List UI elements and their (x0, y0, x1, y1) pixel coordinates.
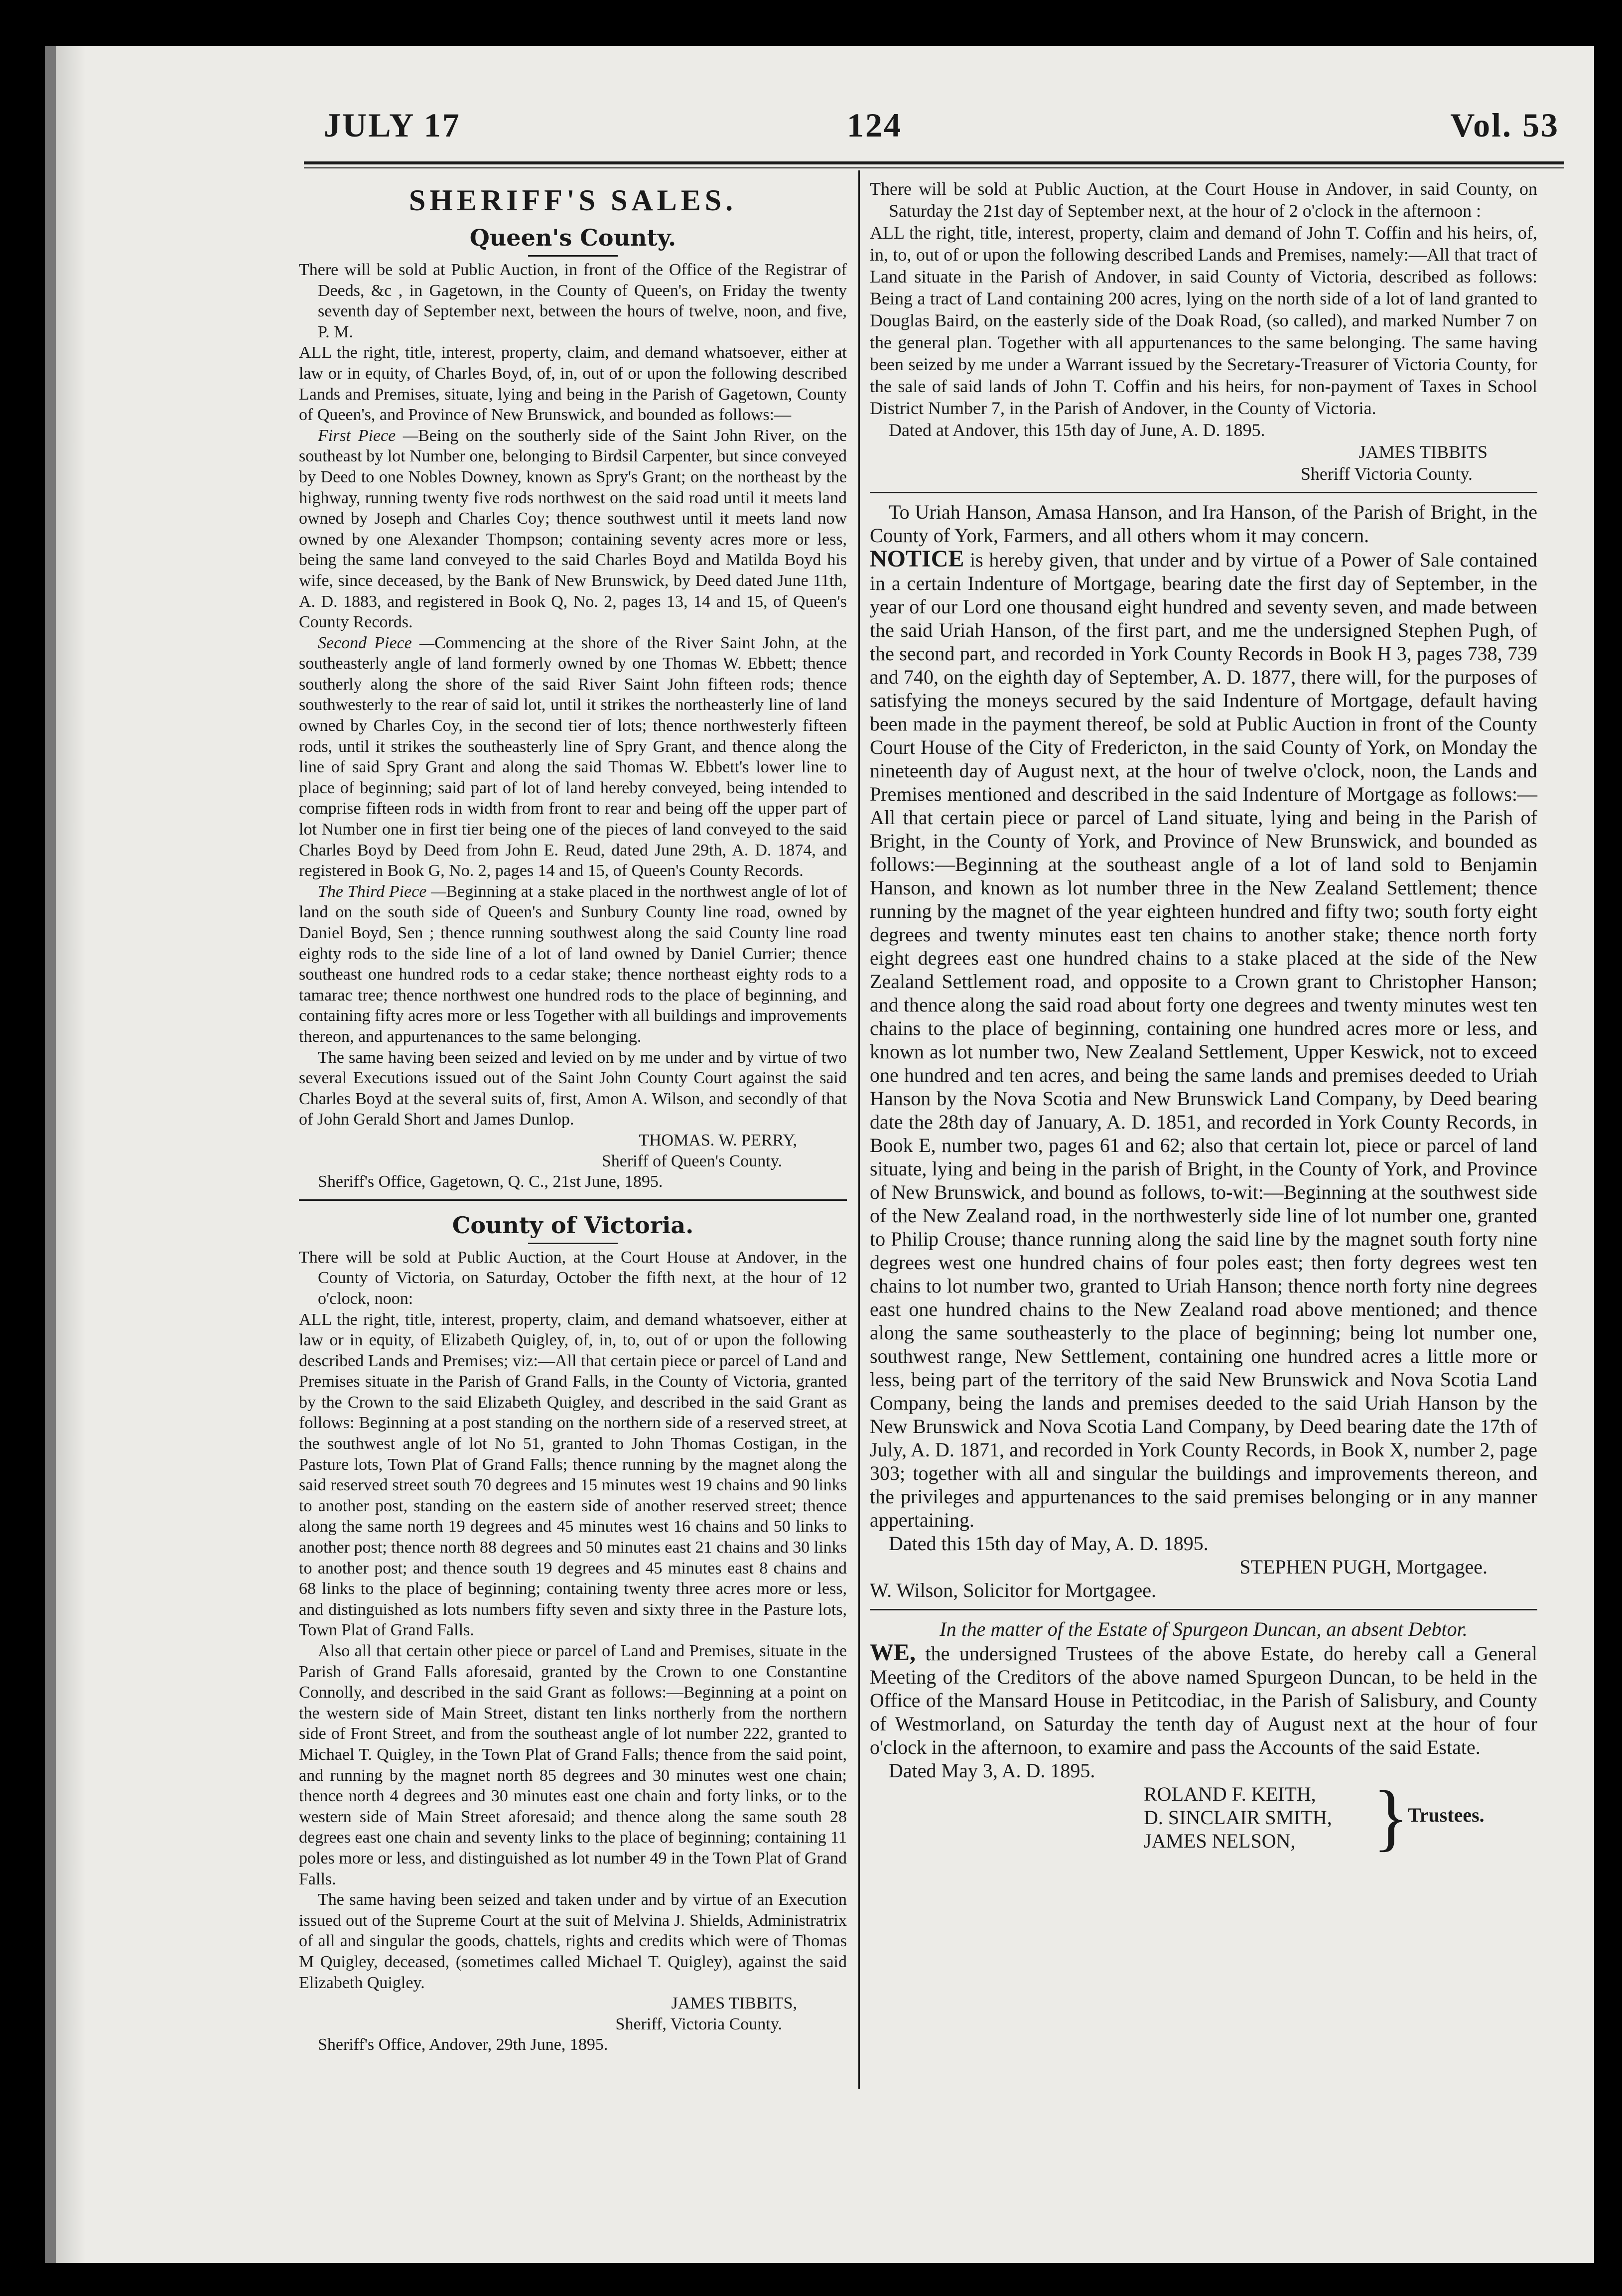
trustee-name: JAMES NELSON, (1144, 1830, 1296, 1852)
andover-sheriff-name: JAMES TIBBITS (1358, 442, 1487, 462)
victoria-dateline: Sheriff's Office, Andover, 29th June, 1895. (318, 2035, 608, 2054)
mortgage-body-text: is hereby given, that under and by virtue of a Power of Sale contained in a certain Indenture of Mortgage, bearing date the first day of September, in the year of our Lord one thousand eight hundred and seventy seven, and made between the said Uriah Hanson, of the first part, and me the undersigned Stephen Pugh, of the second part, and recorded in York County Records in Book H 3, pages 738, 739 and 740, on the eighth day of September, A. D. 1877, there will, for the purposes of satisfying the moneys secured by the said Indenture of Mortgage, default having been made in the payment thereof, be sold at Public Auction in front of the County Court House of the City of Fredericton, in the said County of York, on Monday the nineteenth day of August next, at the hour of twelve o'clock, noon, the Lands and Premises mentioned and described in the said Indenture of Mortgage as follows:—All that certain piece or parcel of Land situate, lying and being in the Parish of Bright, in the County of York, and Province of New Brunswick, and bounded as follows:—Beginning at the southeast angle of a lot of land sold to Benjamin Hanson, and known as lot number three in the New Zealand Settlement; thence running by the magnet of the year eighteen hundred and fifty two; south forty eight degrees and twenty minutes east ten chains to another stake; thence north forty eight degrees east one hundred chains to a stake placed at the side of the New Zealand Settlement road, and opposite to a Crown grant to Christopher Hanson; and thence along the said road about forty one degrees and twenty minutes west ten chains to the place of beginning, containing one hundred acres more or less, and known as lot number two, New Zealand Settlement, Upper Keswick, not to exceed one hundred and ten acres, and being the same lands and premises deeded to Uriah Hanson by the Nova Scotia and New Brunswick Land Company, by Deed bearing date the 28th day of January, A. D. 1851, and recorded in York County Records, in Book E, number two, pages 61 and 62; also that certain lot, piece or parcel of land situate, lying and being in the parish of Bright, in the County of York, and Province of New Brunswick, and bound as follows, to-wit:—Beginning at the southwest side of the New Zealand road, in the northwesterly side line of lot number one, granted to Philip Crouse; thance running along the said line by the magnet south forty nine degrees west one hundred chains of four poles east; then forty degrees west ten chains to lot number two, granted to Uriah Hanson; thence north forty nine degrees east one hundred chains to the New Zealand road above mentioned; and thence along the same southeasterly to the place of beginning; being lot number one, southwest range, New Settlement, containing one hundred acres a little more or less, being part of the territory of the said New Brunswick and Nova Scotia Land Company, being the lands and premises deeded to the said Uriah Hanson by the New Brunswick and Nova Scotia Land Company, by Deed bearing date the 17th of July, A. D. 1871, and recorded in York County Records, in Book X, number 2, page 303; together with all and singular the buildings and improvements thereon, and the privileges and appurtenances to the said premises belonging or in any manner appertaining. (870, 549, 1537, 1531)
duncan-dated: Dated May 3, A. D. 1895. (889, 1759, 1095, 1782)
binding-edge (45, 46, 56, 2263)
brace-glyph: } (1373, 1776, 1409, 1859)
third-piece-label: The Third Piece — (318, 882, 446, 901)
column-rule (858, 170, 860, 2089)
queens-seized-para: The same having been seized and levied on by me under and by virtue of two several Executions issued out of the Saint John County Court against the said Charles Boyd at the several suits of, first, Amon A. Wilson, and secondly of that of John Gerald Short and James Dunlop. (299, 1048, 847, 1129)
duncan-body-text: the undersigned Trustees of the above Estate, do hereby call a General Meeting of the Creditors of the above named Spurgeon Duncan, to be held in the Office of the Mansard House in Petitcodiac, in the Parish of Salisbury, and County of Westmorland, on Saturday the tenth day of August next at the hour of four o'clock in the afternoon, to examire and pass the Accounts of the said Estate. (870, 1642, 1537, 1758)
victoria-also-para: Also all that certain other piece or parcel of Land and Premises, situate in the Parish of Grand Falls aforesaid, granted by the Crown to one Constantine Connolly, and described in the said Grant as follows:—Beginning at a point on the western side of Main Street, distant ten links northerly from the northern side of Front Street, and from the southeast angle of lot number 222, granted to Michael T. Quigley, in the Town Plat of Grand Falls; thence from the said point, and running by the magnet north 85 degrees and 30 minutes west one chain; thence north 4 degrees and 30 minutes east one chain and forty links, or to the western side of Main Street aforesaid; and thence along the same south 28 degrees east one chain and seventy links to the place of beginning; containing 11 poles more or less, and distinguished as lot number 49 in the Town Plat of Grand Falls. (299, 1642, 847, 1888)
queens-sheriff-title: Sheriff of Queen's County. (601, 1151, 782, 1170)
first-piece-text: Being on the southerly side of the Saint John River, on the southeast by lot Number one, belonging to Birdsil Carpenter, but since conveyed by Deed to one Nobles Downey, known as Spry's Grant; on the northeast by the highway, running twenty five rods northwest on the said road until it meets land owned by Joseph and Charles Coy; thence southwest until it meets land now owned by one Alexander Thompson; containing seventy acres more or less, being the same land conveyed to the said Charles Boyd and Matilda Boyd his wife, since deceased, by the Bank of New Brunswick, by Deed dated June 11th, A. D. 1883, and registered in Book Q, No. 2, pages 13, 14 and 15, of Queen's County Records. (299, 426, 847, 632)
header-volume: Vol. 53 (1450, 106, 1559, 144)
third-piece-text: Beginning at a stake placed in the northwest angle of lot of land on the south side of Queen's and Sunbury County line road, owned by Daniel Boyd, Sen ; thence running southwest along the said County line road eighty rods to the side line of a lot of land owned by Daniel Currier; thence southeast one hundred rods to a cedar stake; thence northeast eighty rods to a tamarac tree; thence northwest one hundred rods to the place of beginning, and containing fifty acres more or less Together with all buildings and improvements thereon, and appurtenances to the same belonging. (299, 882, 847, 1046)
queens-all-para: ALL the right, title, interest, property, claim, and demand whatsoever, either at law or in equity, of Charles Boyd, of, in, out of or upon the following described Lands and Premises, situate, lying and being in the Parish of Gagetown, County of Queen's, and Province of New Brunswick, and bounded as follows:— (299, 343, 847, 425)
first-piece-label: First Piece — (318, 426, 418, 445)
trustees-signature-block (1144, 1776, 1537, 1859)
section-title: SHERIFF'S SALES. (408, 184, 737, 217)
we-word: WE, (870, 1639, 916, 1666)
header-page-number: 124 (847, 106, 902, 144)
header-rule-thin (304, 167, 1564, 168)
second-piece-para (299, 633, 847, 881)
mortgage-addressee: To Uriah Hanson, Amasa Hanson, and Ira Hanson, of the Parish of Bright, in the County of York, Farmers, and all others whom it may concern. (870, 501, 1537, 547)
andover-all-para: ALL the right, title, interest, property, claim and demand of John T. Coffin and his heirs, of, in, to, out of or upon the following described Lands and Premises, namely:—All that tract of Land situate in the Parish of Andover, in said County of Victoria, described as follows: Being a tract of Land containing 200 acres, lying on the north side of a lot of land granted to Douglas Baird, on the easterly side of the Doak Road, (so called), and marked Number 7 on the general plan. Together with all appurtenances to the same belonging. The same having been seized by me under a Warrant issued by the Secretary-Treasurer of Victoria County, for the sale of said lands of John T. Coffin and his heirs, for non-payment of Taxes in School District Number 7, in the Parish of Andover, in the County of Victoria. (870, 223, 1537, 418)
left-column (299, 178, 847, 2055)
victoria-intro: There will be sold at Public Auction, at the Court House at Andover, in the County of Victoria, on Saturday, October the fifth next, at the hour of 12 o'clock, noon: (299, 1248, 847, 1308)
section-divider (870, 1609, 1537, 1610)
mortgage-solicitor: W. Wilson, Solicitor for Mortgagee. (870, 1579, 1156, 1601)
victoria-county-heading: County of Victoria. (452, 1211, 694, 1239)
mortgage-notice (870, 500, 1537, 1602)
queens-county-heading: Queen's County. (469, 224, 676, 251)
queens-sheriff-name: THOMAS. W. PERRY, (639, 1131, 797, 1149)
trustee-name: ROLAND F. KEITH, (1144, 1783, 1316, 1805)
duncan-notice (870, 1617, 1537, 1859)
second-piece-text: Commencing at the shore of the River Saint John, at the southeasterly angle of land formerly owned by one Thomas W. Ebbett; thence southerly along the shore of the said River Saint John fifteen rods; thence southwesterly to the rear of said lot, until it strikes the northeasterly line of land owned by Charles Coy, in the second tier of lots; thence northwesterly fifteen rods, until it strikes the southeasterly line of Spry Grant, and thence along the line of said Spry Grant and along the said Thomas W. Ebbett's lower line to place of beginning; said part of lot of land hereby conveyed, being intended to comprise fifteen rods in width from front to rear and being off the upper part of lot Number one in first tier being one of the pieces of land conveyed to the said Charles Boyd by Deed from John E. Reud, dated June 29th, A. D. 1874, and registered in Book G, No. 2, pages 14 and 15, of Queen's County Records. (299, 633, 847, 880)
short-rule (528, 255, 618, 257)
victoria-seized-para: The same having been seized and taken under and by virtue of an Execution issued out of the Supreme Court at the suit of Melvina J. Shields, Administratrix of all and singular the goods, chattels, rights and credits which were of Thomas M Quigley, deceased, (sometimes called Michael T. Quigley), against the said Elizabeth Quigley. (299, 1890, 847, 1992)
queens-intro: There will be sold at Public Auction, in front of the Office of the Registrar of Deeds, &c , in Gagetown, in the County of Queen's, on Friday the twenty seventh day of September next, between the hours of twelve, noon, and five, P. M. (299, 261, 847, 341)
duncan-body (870, 1641, 1537, 1759)
notice-word: NOTICE (870, 546, 964, 572)
first-piece-para (299, 426, 847, 633)
victoria-all-para: ALL the right, title, interest, property, claim, and demand whatsoever, either at law or in equity, of Elizabeth Quigley, of, in, to, out of or upon the following described Lands and Premises; viz:—All that certain piece or parcel of Land and Premises situate in the Parish of Grand Falls, in the County of Victoria, granted by the Crown to the said Elizabeth Quigley, and described in the said Grant as follows: Beginning at a post standing on the northern side of a reserved street, at the southwest angle of lot No 51, granted to John Thomas Costigan, in the Pasture lots, Town Plat of Grand Falls; thence running by the magnet along the said reserved street south 70 degrees and 15 minutes west 19 chains and 90 links to another post, standing on the eastern side of another reserved street; thence along the same north 19 degrees and 45 minutes west 16 chains and 50 links to another post; thence north 88 degrees and 50 minutes east 21 chains and 30 links to another post; and thence south 19 degrees and 45 minutes east 8 chains and 68 links to the place of beginning; containing twenty three acres more or less, and distinguished as lots numbers fifty seven and sixty three in the Pasture lots, Town Plat of Grand Falls. (299, 1310, 847, 1640)
right-column (870, 178, 1537, 1859)
queens-dateline: Sheriff's Office, Gagetown, Q. C., 21st June, 1895. (318, 1172, 663, 1191)
binding-shadow (56, 46, 86, 2263)
andover-dated: Dated at Andover, this 15th day of June, A. D. 1895. (889, 420, 1265, 440)
section-divider (870, 492, 1537, 493)
newspaper-page (45, 46, 1594, 2263)
mortgage-dated: Dated this 15th day of May, A. D. 1895. (889, 1532, 1209, 1555)
mortgagee-signature: STEPHEN PUGH, Mortgagee. (1239, 1556, 1487, 1578)
header-date: JULY 17 (324, 106, 461, 144)
trustee-name: D. SINCLAIR SMITH, (1144, 1806, 1332, 1829)
victoria-sheriff-title: Sheriff, Victoria County. (615, 2014, 782, 2033)
header-rule (304, 161, 1564, 164)
section-divider (299, 1199, 847, 1201)
duncan-heading: In the matter of the Estate of Spurgeon Duncan, an absent Debtor. (940, 1618, 1468, 1640)
andover-intro: There will be sold at Public Auction, at the Court House in Andover, in said County, on Saturday the 21st day of September next, at the hour of 2 o'clock in the afternoon : (870, 179, 1537, 221)
victoria-sheriff-name: JAMES TIBBITS, (671, 1994, 797, 2013)
mortgage-body (870, 547, 1537, 1532)
andover-sheriff-title: Sheriff Victoria County. (1300, 464, 1473, 484)
second-piece-label: Second Piece — (318, 633, 435, 652)
third-piece-para (299, 881, 847, 1047)
trustees-label: Trustees. (1408, 1804, 1485, 1826)
short-rule (528, 1243, 618, 1244)
